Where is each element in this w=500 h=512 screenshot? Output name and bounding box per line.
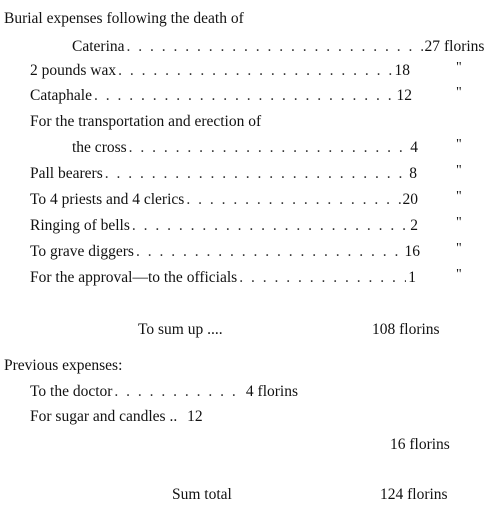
sum-total-label	[172, 486, 232, 504]
expense-label: To 4 priests and 4 clerics	[30, 191, 185, 208]
burial-heading-line2	[72, 38, 440, 56]
previous-expenses-heading	[4, 357, 122, 375]
sum-amount-value: 108	[372, 321, 396, 338]
expense-amount: 1	[408, 269, 416, 286]
leader-dots	[132, 217, 408, 235]
ditto-mark: "	[456, 215, 462, 230]
expense-row	[30, 243, 420, 261]
subtotal-unit: florins	[409, 436, 450, 453]
expense-label-line1	[30, 113, 261, 131]
expense-label: For the approval—to the officials	[30, 269, 238, 286]
florins-header-unit	[444, 38, 484, 56]
ditto-mark: "	[456, 189, 462, 204]
previous-amount	[246, 383, 298, 401]
sum-up-label	[138, 321, 223, 339]
ditto-mark: "	[456, 137, 462, 152]
expense-amount: 12	[396, 87, 412, 104]
expense-amount: 16	[404, 243, 420, 260]
sum-amount-unit: florins	[399, 321, 440, 338]
ditto-mark: "	[456, 85, 462, 100]
leader-dots	[94, 87, 395, 105]
caterina-amount: 27	[424, 38, 440, 55]
caterina-label: Caterina	[72, 38, 125, 55]
ditto-mark: "	[456, 267, 462, 282]
expense-row	[72, 139, 418, 157]
leader-dots	[239, 269, 406, 287]
leader-dots	[118, 62, 392, 80]
expense-row	[30, 165, 417, 183]
leader-dots	[186, 191, 400, 209]
expense-row	[30, 62, 410, 80]
previous-heading-text: Previous expenses:	[4, 357, 123, 374]
total-amount-value: 124	[380, 486, 404, 503]
ditto-mark: "	[456, 163, 462, 178]
leader-dots	[127, 38, 423, 56]
subtotal-value: 16	[390, 436, 406, 453]
ditto-mark: "	[456, 60, 462, 75]
unit-label: florins	[444, 38, 485, 55]
previous-amount-unit: florins	[257, 383, 298, 400]
expense-label: To grave diggers	[30, 243, 134, 260]
expense-label: Pall bearers	[30, 165, 103, 182]
expense-amount: 8	[409, 165, 417, 182]
previous-amount-value: 12	[187, 408, 203, 425]
previous-row	[30, 408, 203, 426]
expense-label: For the transportation and erection of	[30, 113, 262, 130]
total-amount-unit: florins	[407, 486, 448, 503]
expense-label: the cross	[72, 139, 127, 156]
previous-label: For sugar and candles ..	[30, 408, 178, 425]
sum-total-amount	[380, 486, 448, 504]
expense-label: Cataphale	[30, 87, 92, 104]
expense-label: Ringing of bells	[30, 217, 130, 234]
ditto-mark: "	[456, 241, 462, 256]
expense-amount: 20	[402, 191, 418, 208]
sum-up-text: To sum up ....	[138, 321, 223, 338]
expense-amount: 2	[410, 217, 418, 234]
sum-up-amount	[372, 321, 440, 339]
expense-amount: 18	[394, 62, 410, 79]
leader-dots	[105, 165, 408, 183]
expense-label: 2 pounds wax	[30, 62, 117, 79]
leader-dots	[129, 139, 409, 157]
previous-label: To the doctor	[30, 383, 113, 400]
sum-total-text: Sum total	[172, 486, 232, 503]
burial-heading-line1	[4, 10, 244, 28]
expense-row	[30, 87, 412, 105]
expense-row	[30, 191, 418, 209]
previous-subtotal	[390, 436, 450, 454]
burial-heading-text: Burial expenses following the death of	[4, 10, 244, 27]
leader-dots	[136, 243, 403, 261]
expense-row	[30, 269, 416, 287]
previous-amount-value: 4	[245, 383, 254, 400]
expense-row	[30, 217, 418, 235]
leader-dots	[114, 383, 243, 401]
expense-amount: 4	[410, 139, 418, 156]
previous-row	[30, 383, 298, 401]
